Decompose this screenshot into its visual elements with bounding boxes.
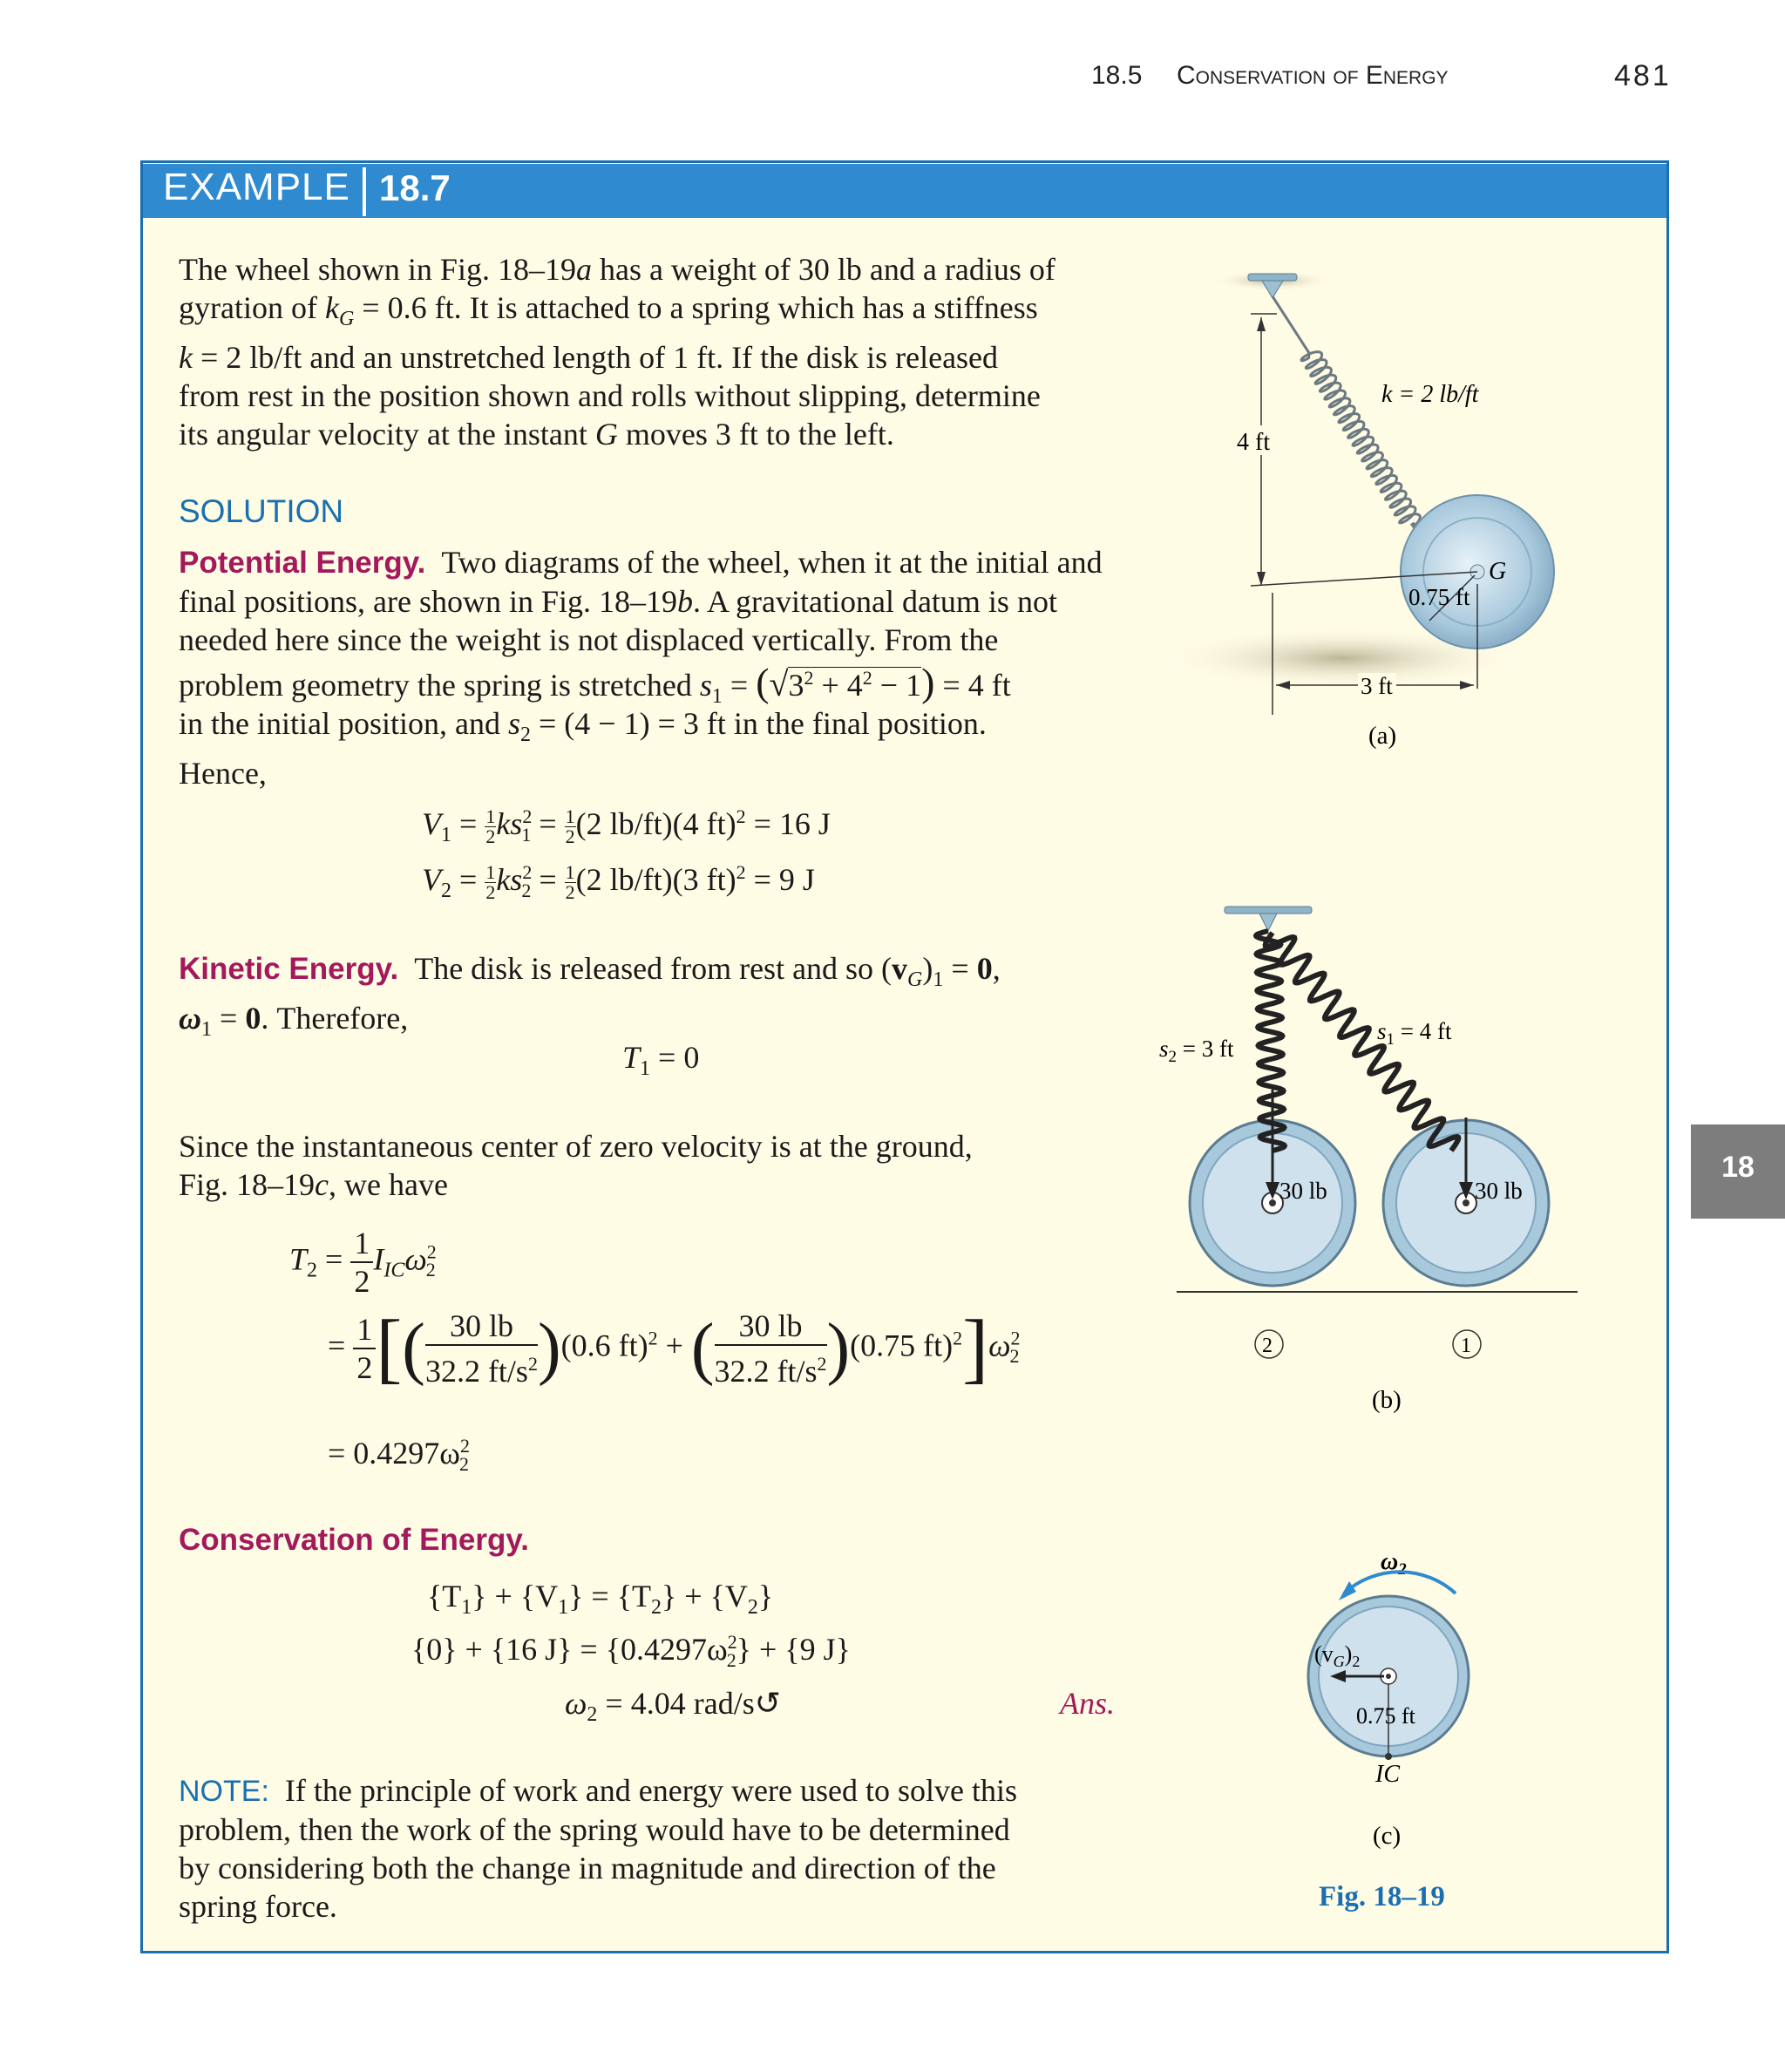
answer-label: Ans. xyxy=(1060,1686,1115,1721)
label-omega2: $\omega_2$ xyxy=(1381,1548,1407,1579)
label-g: G xyxy=(1489,558,1507,585)
label-k: k = 2 lb/ft xyxy=(1381,381,1479,408)
chapter-tab: 18 xyxy=(1691,1124,1785,1219)
svg-text:1: 1 xyxy=(1461,1335,1471,1357)
svg-text:2: 2 xyxy=(1262,1335,1273,1357)
running-head-section: 18.5 xyxy=(1091,61,1143,90)
label-radius-a: 0.75 ft xyxy=(1408,584,1470,610)
problem-statement: The wheel shown in Fig. 18–19a has a weight of 30 lb and a radius of gyration of $k_G = 0.6$ ft. It is attached to a spring which has a stiffness k = 2 lb/ft and an unstretched length of 1 ft. If the disk is released from rest in the position shown and rolls without slipping, determine its angular velocity at the instant G moves 3 ft to the left. xyxy=(179,252,1055,452)
ceiling-mount xyxy=(1248,274,1297,281)
conservation-heading: Conservation of Energy. xyxy=(179,1523,529,1557)
equation-omega2: $\omega_2 = 4.04$ rad/s↺ xyxy=(565,1686,781,1727)
ceiling-mount-b xyxy=(1225,907,1312,914)
equation-v1: $V_1$ = $\frac{1}{2}$ $ks^2_1$ = $\frac{1}{2}$ (2 lb/ft)(4 ft)$^2$ = 16 J xyxy=(422,805,831,848)
figure-b-sublabel: (b) xyxy=(1372,1386,1402,1414)
label-3ft: 3 ft xyxy=(1361,673,1393,699)
example-divider xyxy=(363,167,366,216)
running-head-title: Conservation of Energy xyxy=(1177,61,1449,90)
figure-caption: Fig. 18–19 xyxy=(1319,1881,1445,1912)
figure-c-sublabel: (c) xyxy=(1373,1822,1402,1850)
ic-paragraph: Since the instantaneous center of zero velocity is at the ground, Fig. 18–19c, we have xyxy=(179,1129,973,1202)
page-number: 481 xyxy=(1614,59,1672,92)
example-header-bar xyxy=(143,164,1666,218)
label-vg2: $(v_G)_2$ xyxy=(1314,1641,1361,1670)
figure-c xyxy=(1273,1543,1534,1865)
label-radius-c: 0.75 ft xyxy=(1356,1703,1415,1729)
potential-energy-paragraph: Potential Energy. Two diagrams of the wheel, when it at the initial and final positions, are shown in Fig. 18–19b. A gravitational datum is not needed here since the weight is not displaced vertically. From the problem geometry the spring is stretched $s_1 = (√3^2 + 4^2 - 1) = 4$ ft in the initial position, and $s_2 = (4 - 1) = 3$ ft in the final position. Hence, xyxy=(179,545,1103,791)
figure-b xyxy=(1150,889,1586,1430)
weight-label-2: 30 lb xyxy=(1279,1178,1327,1204)
label-s1: $s_1 = 4$ ft xyxy=(1377,1018,1452,1049)
spring-a xyxy=(1301,352,1420,526)
equation-t1: $T_1 = 0$ xyxy=(622,1040,700,1081)
solution-heading: SOLUTION xyxy=(179,493,344,529)
equation-conservation-2: {0} + {16 $J\} = \{0.4297\omega^2_2\} + \{9$ J} xyxy=(411,1631,851,1672)
note-paragraph: NOTE: If the principle of work and energy were used to solve this problem, then the work of the spring would have to be determined by considering both the change in magnitude and direction of the spring force. xyxy=(179,1773,1017,1924)
potential-energy-heading: Potential Energy. xyxy=(179,546,426,580)
weight-label-1: 30 lb xyxy=(1475,1178,1523,1204)
figure-a xyxy=(1150,262,1586,750)
ic-point xyxy=(1385,1753,1392,1760)
example-number: 18.7 xyxy=(379,167,451,208)
example-label: EXAMPLE xyxy=(163,166,350,208)
equation-conservation-1: $\{T_1\} + \{V_1\} = \{T_2\} + \{V_2\}$ xyxy=(427,1579,774,1620)
label-ic: IC xyxy=(1375,1761,1400,1788)
equation-t2-line2: = $\frac{1}{2}$ [( $\frac{30 lb}{32.2 ft/s^2}$ )(0.6 ft)$^2$ + ( $\frac{30 lb}{32.2 ft/s^2}$ )(0.75 $ft)^2]\omega^2_2$ xyxy=(328,1305,1021,1391)
equation-t2-result: = $0.4297\omega^2_2$ xyxy=(328,1435,470,1476)
note-heading: NOTE: xyxy=(179,1775,269,1808)
label-s2: $s_2 = 3$ ft xyxy=(1159,1036,1234,1066)
label-4ft: 4 ft xyxy=(1237,429,1271,456)
kinetic-energy-paragraph: Kinetic Energy. The disk is released from rest and so $(v_G)_1 = 0$, $\omega_1 = 0$. Therefore, xyxy=(179,951,1001,1042)
figure-a-sublabel: (a) xyxy=(1368,722,1397,750)
equation-v2: $V_2$ = $\frac{1}{2}$ $ks^2_2$ = $\frac{1}{2}$ (2 lb/ft)(3 ft)$^2$ = 9 J xyxy=(422,861,815,904)
equation-t2-line1: $T_2$ = $\frac{1}{2}$ $I_{IC}\omega^2_2$ xyxy=(289,1226,437,1299)
kinetic-energy-heading: Kinetic Energy. xyxy=(179,952,399,986)
